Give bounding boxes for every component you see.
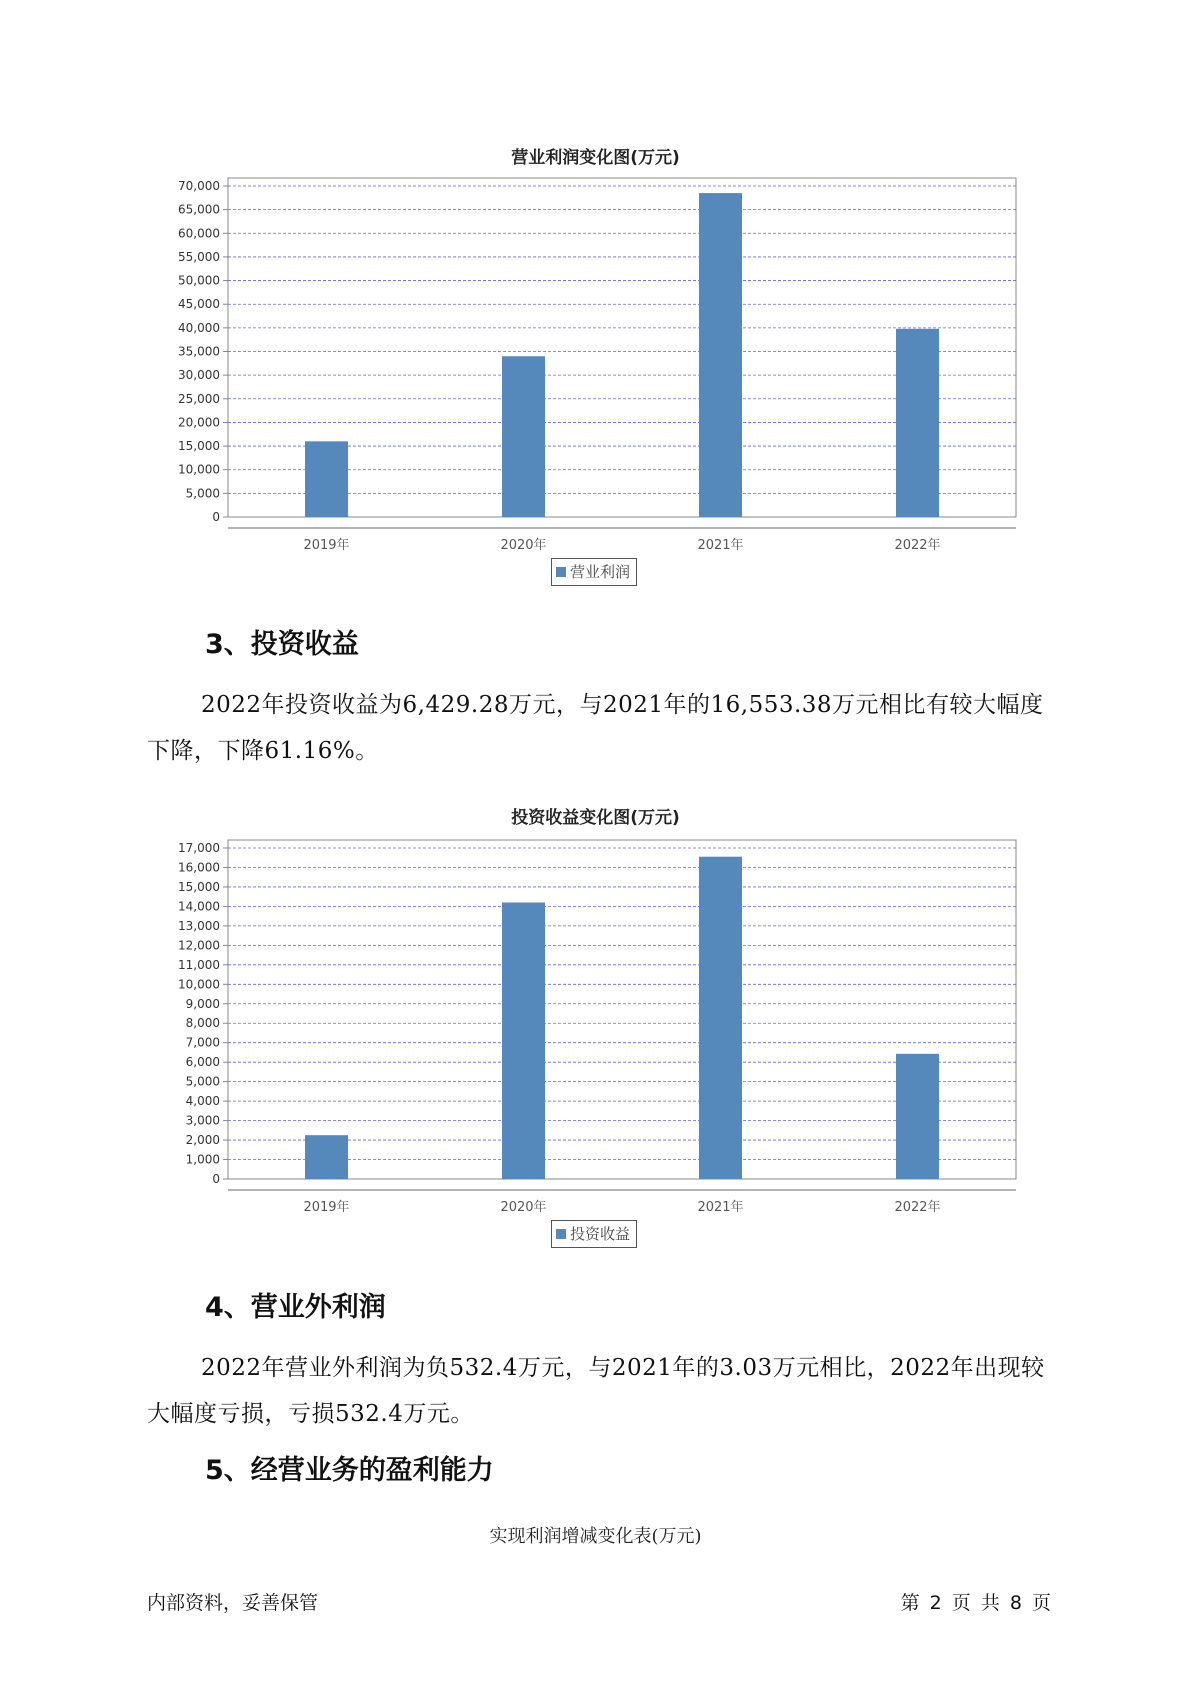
y-tick-label: 0: [212, 510, 220, 524]
bar: [502, 903, 545, 1179]
y-tick-label: 13,000: [178, 918, 220, 933]
bar: [502, 356, 545, 517]
footer-confidential-note: 内部资料，妥善保管: [147, 1592, 319, 1614]
x-tick-label: 2021年: [697, 1200, 744, 1215]
y-tick-label: 15,000: [178, 879, 220, 894]
y-tick-label: 0: [212, 1172, 220, 1186]
y-tick-label: 45,000: [178, 297, 220, 312]
bar: [896, 1054, 939, 1179]
y-tick-label: 20,000: [178, 415, 220, 430]
bar: [305, 441, 348, 517]
legend-swatch: [556, 1229, 566, 1239]
y-tick-label: 8,000: [185, 1016, 220, 1031]
x-tick-label: 2022年: [894, 1200, 941, 1215]
y-tick-label: 4,000: [185, 1094, 220, 1109]
legend-swatch: [556, 567, 566, 577]
bar: [699, 857, 742, 1179]
y-tick-label: 5,000: [185, 1074, 220, 1089]
table-caption: 实现利润增减变化表(万元): [489, 1526, 702, 1547]
x-tick-label: 2022年: [894, 538, 941, 553]
y-tick-label: 12,000: [178, 938, 220, 953]
y-tick-label: 50,000: [178, 273, 220, 288]
x-tick-label: 2021年: [697, 538, 744, 553]
y-tick-label: 65,000: [178, 202, 220, 217]
y-tick-label: 2,000: [185, 1133, 220, 1148]
y-tick-label: 70,000: [178, 179, 220, 193]
chart-1-legend: [551, 558, 637, 586]
y-tick-label: 5,000: [185, 486, 220, 501]
y-tick-label: 14,000: [178, 899, 220, 914]
y-tick-label: 16,000: [178, 860, 220, 875]
bar: [699, 193, 742, 517]
section-heading-non-operating-profit: 4、营业外利润: [205, 1292, 386, 1323]
y-tick-label: 25,000: [178, 391, 220, 406]
section-heading-profitability: 5、经营业务的盈利能力: [205, 1455, 494, 1486]
chart-2-legend: [551, 1220, 637, 1248]
chart-1-title: 营业利润变化图(万元): [511, 148, 680, 168]
x-tick-label: 2020年: [500, 1200, 547, 1215]
y-tick-label: 55,000: [178, 249, 220, 264]
y-tick-label: 17,000: [178, 841, 220, 855]
investment-income-chart: [0, 832, 1191, 1215]
y-tick-label: 6,000: [185, 1055, 220, 1070]
x-tick-label: 2020年: [500, 538, 547, 553]
y-tick-label: 3,000: [185, 1113, 220, 1128]
paragraph-investment-income: 2022年投资收益为6,429.28万元，与2021年的16,553.38万元相比有较大幅度下降，下降61.16%。: [147, 692, 1044, 764]
y-tick-label: 1,000: [185, 1152, 220, 1167]
y-tick-label: 9,000: [185, 996, 220, 1011]
y-tick-label: 60,000: [178, 226, 220, 241]
y-tick-label: 7,000: [185, 1035, 220, 1050]
x-tick-label: 2019年: [303, 1200, 350, 1215]
y-tick-label: 10,000: [178, 462, 220, 477]
footer-page-number: 第 2 页 共 8 页: [900, 1592, 1051, 1614]
x-tick-label: 2019年: [303, 538, 350, 553]
chart-2-title: 投资收益变化图(万元): [511, 808, 680, 828]
operating-profit-chart: [0, 170, 1191, 553]
section-heading-investment-income: 3、投资收益: [205, 629, 359, 660]
bar: [305, 1135, 348, 1179]
y-tick-label: 35,000: [178, 344, 220, 359]
y-tick-label: 11,000: [178, 957, 220, 972]
legend-label: 营业利润: [570, 563, 631, 581]
y-tick-label: 40,000: [178, 320, 220, 335]
y-tick-label: 10,000: [178, 977, 220, 992]
paragraph-non-operating-profit: 2022年营业外利润为负532.4万元，与2021年的3.03万元相比，2022年出现较大幅度亏损，亏损532.4万元。: [147, 1355, 1045, 1427]
y-tick-label: 30,000: [178, 368, 220, 383]
y-tick-label: 15,000: [178, 439, 220, 454]
bar: [896, 329, 939, 517]
legend-label: 投资收益: [570, 1225, 631, 1243]
